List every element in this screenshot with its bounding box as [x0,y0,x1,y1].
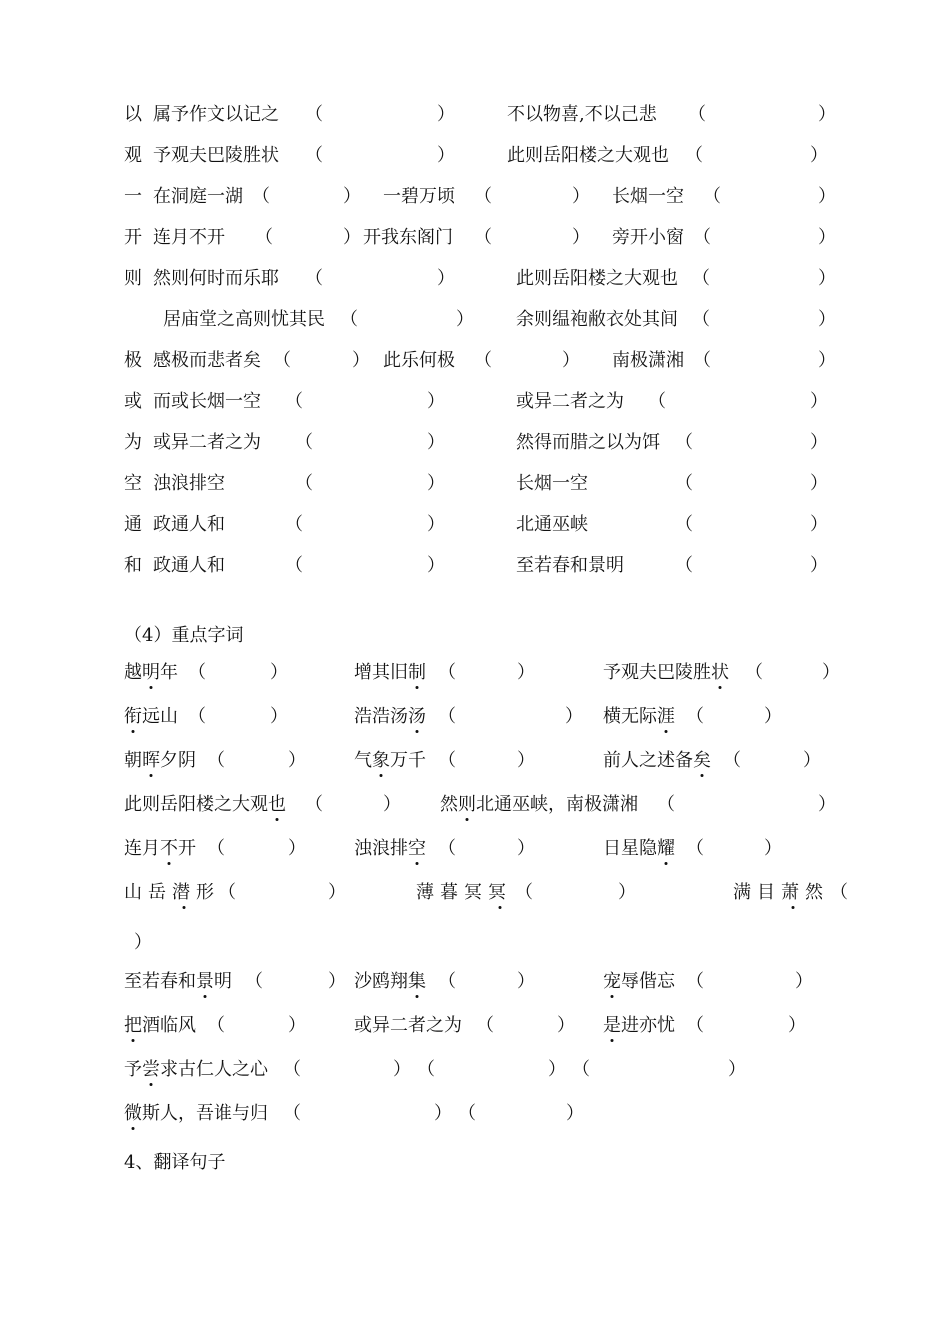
blank-paren-open: （ [283,1059,301,1080]
key-word: 薄暮冥冥 [416,882,512,903]
blank-paren-close: ） [456,309,474,330]
row-item: 开我东阁门 [363,227,453,248]
key-word: 把酒临风 [124,1015,196,1036]
section-heading: 4、翻译句子 [124,1152,226,1173]
blank-paren-close: ） [557,1015,575,1036]
blank-paren-open: （ [417,1059,435,1080]
blank-paren-open: （ [273,350,291,371]
blank-paren-open: （ [686,838,704,859]
blank-paren-close: ） [810,432,828,453]
emphasis-dot: 不 [160,838,178,859]
blank-paren-close: ） [818,104,836,125]
blank-paren-open: （ [285,391,303,412]
blank-paren-close: ） [822,662,840,683]
emphasis-dot: 把 [124,1015,142,1036]
emphasis-dot: 衔 [124,706,142,727]
blank-paren-open: （ [283,1103,301,1124]
key-word: 前人之述备矣 [603,750,711,771]
blank-paren-close: ） [764,706,782,727]
emphasis-dot: 矣 [693,750,711,771]
blank-paren-close: ） [270,706,288,727]
key-word: 朝晖夕阴 [124,750,196,771]
key-word: 予观夫巴陵胜状 [603,662,729,683]
key-word: 越明年 [124,662,178,683]
row-item: 不以物喜,不以己悲 [507,104,657,125]
emphasis-dot: 冥 [488,882,512,903]
blank-paren-close: ） [434,1103,452,1124]
key-word: 连月不开 [124,838,196,859]
row-item: 属予作文以记之 [153,104,279,125]
blank-paren-close: ） [562,350,580,371]
row-item: 感极而悲者矣 [153,350,261,371]
blank-paren-close: ） [764,838,782,859]
row-key: 以 [124,104,142,125]
blank-paren-close: ） [343,186,361,207]
blank-paren-open: （ [285,555,303,576]
blank-paren-close: ） [517,662,535,683]
emphasis-dot: 宠 [603,971,621,992]
blank-paren-close: ） [565,706,583,727]
key-word: 沙鸥翔集 [354,971,426,992]
row-item: 然则何时而乐耶 [153,268,279,289]
blank-paren-close: ） [393,1059,411,1080]
key-word: 横无际涯 [603,706,675,727]
row-key: 或 [124,391,142,412]
blank-paren-open: （ [188,662,206,683]
blank-paren-close: ） [566,1103,584,1124]
row-item: 予观夫巴陵胜状 [153,145,279,166]
blank-paren-open: （ [474,186,492,207]
emphasis-dot: 空 [408,838,426,859]
blank-paren-open: （ [438,706,456,727]
blank-paren-open: （ [572,1059,590,1080]
blank-paren-open: （ [692,309,710,330]
blank-paren-close: ） [818,268,836,289]
row-key: 和 [124,555,142,576]
blank-paren-close: ） [818,794,836,815]
row-key: 极 [124,350,142,371]
blank-paren-open: （ [703,186,721,207]
blank-paren-open: （ [474,350,492,371]
emphasis-dot: 制 [408,662,426,683]
blank-paren-close: ） [427,432,445,453]
emphasis-dot: 微 [124,1103,142,1124]
blank-paren-open: （ [476,1015,494,1036]
blank-paren-close: ） [810,473,828,494]
blank-paren-open: （ [648,391,666,412]
row-item: 或异二者之为 [153,432,261,453]
blank-paren-open: （ [686,1015,704,1036]
emphasis-dot: 涯 [657,706,675,727]
row-item: 此则岳阳楼之大观也 [507,145,669,166]
row-key: 观 [124,145,142,166]
blank-paren-open: （ [692,268,710,289]
blank-paren-close: ） [803,750,821,771]
emphasis-dot: 是 [603,1015,621,1036]
section-heading: （4）重点字词 [124,625,244,646]
row-item: 连月不开 [153,227,225,248]
emphasis-dot: 汤 [408,706,426,727]
emphasis-dot: 象 [372,750,390,771]
row-item: 长烟一空 [612,186,684,207]
key-word: 日星隐耀 [603,838,675,859]
key-word: 增其旧制 [354,662,426,683]
blank-paren-close: ） [788,1015,806,1036]
blank-paren-open: （ [675,432,693,453]
emphasis-dot: 尝 [142,1059,160,1080]
key-word: 微斯人，吾谁与归 [124,1103,268,1124]
blank-paren-open: （ [305,145,323,166]
blank-paren-open: （ [207,750,225,771]
blank-paren-open: （ [830,882,848,903]
row-item: 政通人和 [153,514,225,535]
blank-paren-close: ） [427,514,445,535]
emphasis-dot: 也 [268,794,286,815]
blank-paren-close: ） [517,838,535,859]
blank-paren-open: （ [745,662,763,683]
key-word: 气象万千 [354,750,426,771]
emphasis-dot: 明 [142,662,160,683]
blank-paren-open: （ [207,838,225,859]
row-item: 旁开小窗 [612,227,684,248]
blank-paren-close: ） [288,750,306,771]
blank-paren-open: （ [438,662,456,683]
key-word: 浊浪排空 [354,838,426,859]
emphasis-dot: 景 [196,971,214,992]
key-word: 是进亦忧 [603,1015,675,1036]
blank-paren-open: （ [693,227,711,248]
blank-paren-close: ） [795,971,813,992]
blank-paren-close: ） [328,971,346,992]
row-item: 一碧万顷 [383,186,455,207]
row-item: 此则岳阳楼之大观也 [516,268,678,289]
blank-paren-close: ） [352,350,370,371]
row-item: 居庙堂之高则忧其民 [163,309,325,330]
blank-paren-open: （ [693,350,711,371]
blank-paren-close: ） [517,750,535,771]
blank-paren-close: ） [437,145,455,166]
blank-paren-open: （ [686,971,704,992]
key-word: 山岳潜形 [124,882,220,903]
blank-paren-open: （ [295,473,313,494]
blank-paren-open: （ [657,794,675,815]
key-word: 衔远山 [124,706,178,727]
emphasis-dot: 晖 [142,750,160,771]
row-item: 此乐何极 [383,350,455,371]
blank-paren-close: ） [810,514,828,535]
blank-paren-close: ） [270,662,288,683]
blank-paren-open: （ [515,882,533,903]
blank-paren-close: ） [818,350,836,371]
row-item: 在洞庭一湖 [153,186,243,207]
key-word: 此则岳阳楼之大观也 [124,794,286,815]
blank-paren-close: ） [810,555,828,576]
row-key: 一 [124,186,142,207]
row-key: 空 [124,473,142,494]
blank-paren-open: （ [252,186,270,207]
blank-paren-close: ） [288,838,306,859]
blank-paren-open: （ [675,514,693,535]
emphasis-dot: 状 [711,662,729,683]
blank-paren-open: （ [285,514,303,535]
blank-paren-open: （ [340,309,358,330]
blank-paren-close: ） [437,104,455,125]
blank-paren-close: ） [427,473,445,494]
blank-paren-open: （ [458,1103,476,1124]
blank-paren-close: ） [437,268,455,289]
blank-paren-open: （ [305,104,323,125]
blank-paren-open: （ [685,145,703,166]
key-word: 至若春和景明 [124,971,232,992]
row-item: 至若春和景明 [516,555,624,576]
row-item: 余则缊袍敝衣处其间 [516,309,678,330]
emphasis-dot: 则 [458,794,476,815]
blank-paren-open: （ [675,473,693,494]
row-key: 通 [124,514,142,535]
key-word: 浩浩汤汤 [354,706,426,727]
blank-paren-close: ） [818,227,836,248]
row-item: 浊浪排空 [153,473,225,494]
row-item: 长烟一空 [516,473,588,494]
blank-paren-close: ） [517,971,535,992]
blank-paren-close: ） [288,1015,306,1036]
emphasis-dot: 潜 [172,882,196,903]
blank-paren-close: ） [810,391,828,412]
row-item: 北通巫峡 [516,514,588,535]
blank-paren-close: ） [818,309,836,330]
row-item: 或异二者之为 [516,391,624,412]
blank-paren-close: ） [618,882,636,903]
row-item: 南极潇湘 [612,350,684,371]
blank-paren-open: （ [438,838,456,859]
blank-paren-open: （ [218,882,236,903]
blank-paren-open: （ [723,750,741,771]
blank-paren-close: ） [810,145,828,166]
row-key: 则 [124,268,142,289]
blank-paren-open: （ [474,227,492,248]
row-item: 而或长烟一空 [153,391,261,412]
blank-paren-open: （ [438,971,456,992]
row-item: 政通人和 [153,555,225,576]
blank-paren-open: （ [675,555,693,576]
blank-paren-open: （ [686,706,704,727]
emphasis-dot: 萧 [781,882,805,903]
blank-paren-open: （ [295,432,313,453]
key-word: 予尝求古仁人之心 [124,1059,268,1080]
key-word: 然则北通巫峡，南极潇湘 [440,794,638,815]
blank-paren-open: （ [255,227,273,248]
key-word: 或异二者之为 [354,1015,462,1036]
blank-paren-close: ） [728,1059,746,1080]
blank-paren-close: ） [548,1059,566,1080]
key-word: 宠辱偕忘 [603,971,675,992]
blank-paren-open: （ [305,794,323,815]
blank-paren-close: ） [134,932,152,953]
blank-paren-close: ） [383,794,401,815]
emphasis-dot: 耀 [657,838,675,859]
blank-paren-close: ） [572,186,590,207]
blank-paren-open: （ [688,104,706,125]
row-item: 然得而腊之以为饵 [516,432,660,453]
blank-paren-open: （ [438,750,456,771]
blank-paren-close: ） [427,555,445,576]
blank-paren-open: （ [188,706,206,727]
blank-paren-close: ） [328,882,346,903]
blank-paren-open: （ [245,971,263,992]
row-key: 开 [124,227,142,248]
blank-paren-close: ） [427,391,445,412]
blank-paren-close: ） [818,186,836,207]
row-key: 为 [124,432,142,453]
key-word: 满目萧然 [733,882,829,903]
blank-paren-open: （ [207,1015,225,1036]
blank-paren-close: ） [343,227,361,248]
blank-paren-close: ） [572,227,590,248]
emphasis-dot: 集 [408,971,426,992]
blank-paren-open: （ [305,268,323,289]
